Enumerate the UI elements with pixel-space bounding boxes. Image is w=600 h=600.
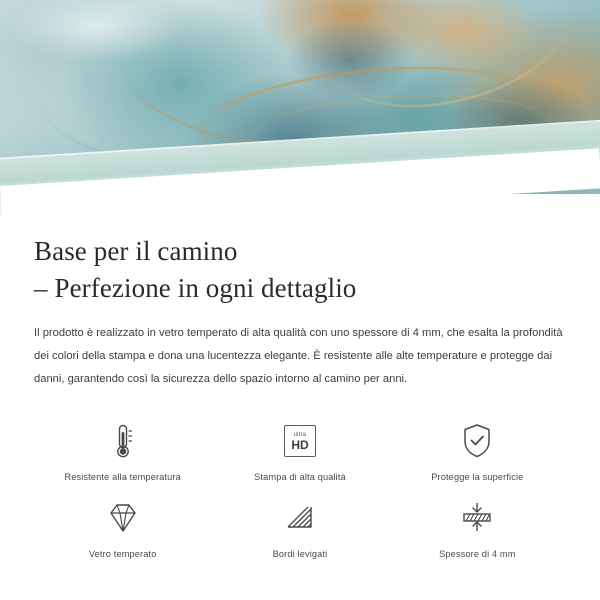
- polished-edges-icon: [278, 496, 322, 540]
- feature-label: Resistente alla temperatura: [64, 472, 181, 483]
- description-paragraph: Il prodotto è realizzato in vetro temperato di alta qualità con uno spessore di 4 mm, che esalta la profondità dei colori della stampa e dona una lucentezza elegante. È resistente alle alte temperature e protegge dai danni, garantendo così la sicurezza dello spazio intorno al camino per anni.: [34, 327, 563, 386]
- diamond-icon: [103, 496, 143, 540]
- feature-item: [389, 490, 566, 559]
- feature-label: Protegge la superficie: [431, 472, 524, 483]
- feature-label: Bordi levigati: [272, 549, 328, 560]
- shield-check-icon: [457, 419, 497, 463]
- feature-label: Vetro temperato: [88, 549, 157, 560]
- feature-item: [389, 413, 566, 482]
- feature-item: [211, 490, 388, 559]
- thermometer-icon: [103, 419, 143, 463]
- thickness-icon: [455, 496, 499, 540]
- content-area: [0, 233, 600, 559]
- headline-line-1: Base per il camino: [34, 236, 238, 266]
- feature-label: Stampa di alta qualità: [254, 472, 346, 483]
- ultra-hd-icon: [284, 419, 316, 463]
- hd-label: HD: [291, 437, 309, 452]
- marbled-glass-panel-image: [0, 0, 600, 215]
- page-title: [34, 233, 566, 306]
- feature-item: [211, 413, 388, 482]
- feature-item: [34, 490, 211, 559]
- feature-label: Spessore di 4 mm: [439, 549, 516, 560]
- headline-line-2: – Perfezione in ogni dettaglio: [34, 272, 357, 303]
- hero-image: [0, 0, 600, 215]
- feature-grid: [34, 413, 566, 559]
- ultra-label: ultra: [293, 431, 307, 438]
- feature-item: [34, 413, 211, 482]
